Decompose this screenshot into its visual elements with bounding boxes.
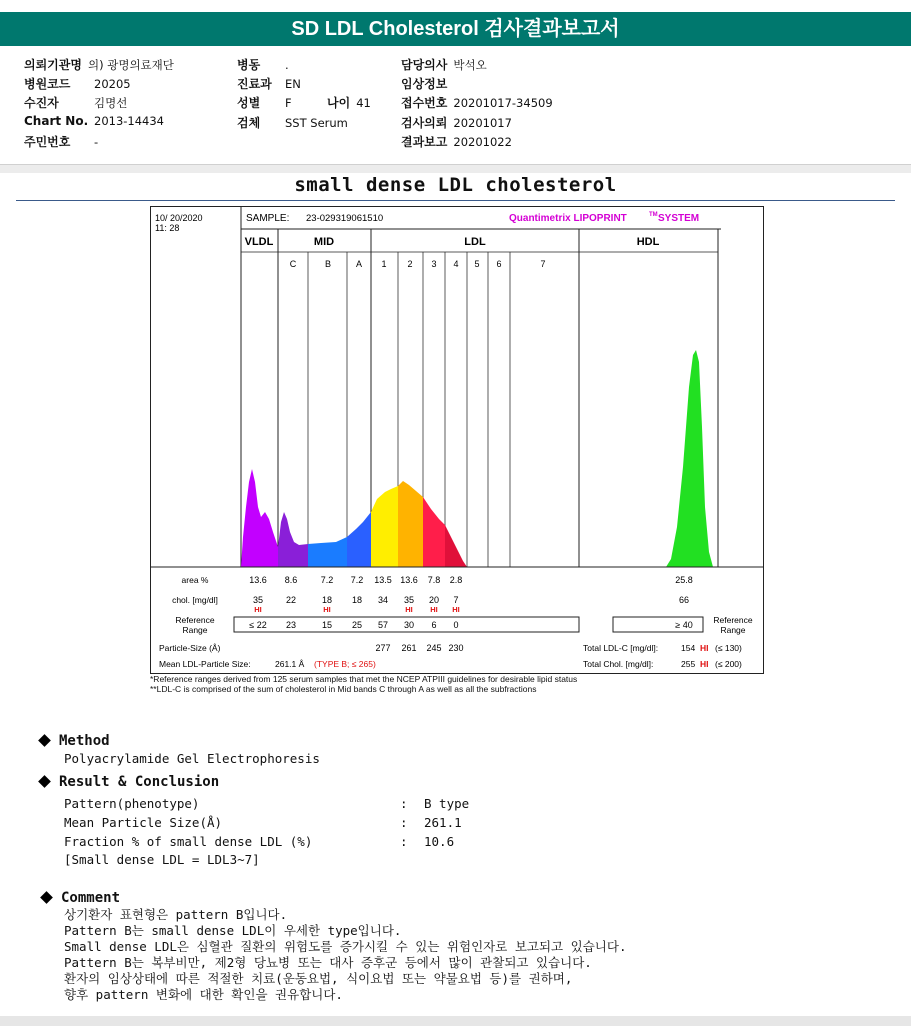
ref-hdl-value: ≥ 40 bbox=[675, 620, 693, 630]
age-value: 41 bbox=[356, 96, 371, 110]
chart-no-value: 2013-14434 bbox=[94, 114, 164, 128]
ref-value: 15 bbox=[321, 620, 333, 630]
ldl3-peak bbox=[423, 497, 445, 567]
mid-c-peak bbox=[278, 512, 308, 567]
total-chol-ref: (≤ 200) bbox=[715, 659, 742, 669]
hi-flag: HI bbox=[452, 605, 460, 614]
mid-a-peak bbox=[347, 512, 371, 567]
comment-line: 환자의 임상상태에 따른 적절한 치료(운동요법, 식이요법 또는 약물요법 등)를 권하며, bbox=[64, 971, 573, 986]
hi-flag: HI bbox=[254, 605, 262, 614]
particle-value: 277 bbox=[375, 643, 391, 653]
area-value: 13.5 bbox=[374, 575, 392, 585]
chart-no-row: Chart No. 2013-14434 bbox=[24, 114, 164, 128]
group-label: MID bbox=[313, 236, 335, 248]
area-value: 7.2 bbox=[320, 575, 334, 585]
hi-flag: HI bbox=[323, 605, 331, 614]
band-label: C bbox=[289, 259, 297, 269]
hospital-code-value: 20205 bbox=[94, 77, 131, 91]
area-value: 7.8 bbox=[427, 575, 441, 585]
footnote-1: *Reference ranges derived from 125 serum samples that met the NCEP ATPIII guidelines for desirable lipid status bbox=[150, 674, 578, 684]
area-value: 25.8 bbox=[675, 575, 693, 585]
report-date-value: 20201022 bbox=[453, 135, 512, 149]
band-label: A bbox=[355, 259, 363, 269]
brand-tail: SYSTEM bbox=[658, 213, 700, 224]
ref-value: 25 bbox=[351, 620, 363, 630]
request-row: 검사의뢰 20201017 bbox=[401, 116, 512, 130]
area-value: 13.6 bbox=[400, 575, 418, 585]
area-value: 13.6 bbox=[249, 575, 267, 585]
receipt-row: 접수번호 20201017-34509 bbox=[401, 96, 553, 110]
hdl-peak bbox=[666, 350, 713, 567]
ref-label-right-2: Range bbox=[720, 625, 746, 635]
total-ldl-value: 154 bbox=[681, 643, 696, 653]
page-bottom-band bbox=[0, 1016, 911, 1026]
ref-value: 6 bbox=[431, 620, 437, 630]
result-heading: Result & Conclusion bbox=[40, 771, 219, 790]
sex-value: F bbox=[285, 96, 292, 110]
vldl-peak bbox=[241, 469, 278, 567]
recipient-value: 김명선 bbox=[94, 96, 128, 110]
mean-label: Mean LDL-Particle Size: bbox=[159, 659, 251, 669]
date-label: 10/ 20/2020 bbox=[155, 213, 203, 223]
group-label: LDL bbox=[464, 236, 486, 248]
patient-info bbox=[0, 54, 911, 162]
total-ldl-ref: (≤ 130) bbox=[715, 643, 742, 653]
report-header-title: SD LDL Cholesterol 검사결과보고서 bbox=[0, 12, 911, 46]
mean-value: 261.1 Å bbox=[275, 659, 305, 669]
comment-line: 향후 pattern 변화에 대한 확인을 권유합니다. bbox=[64, 987, 343, 1002]
receipt-value: 20201017-34509 bbox=[453, 96, 553, 110]
sample-label: SAMPLE: bbox=[246, 213, 290, 224]
ward-row: 병동 . bbox=[237, 58, 289, 72]
chol-value: 35 bbox=[403, 595, 415, 605]
ldl2-peak bbox=[398, 481, 423, 567]
result-row: Mean Particle Size(Å) : 261.1 bbox=[64, 815, 462, 830]
particle-label: Particle-Size (Å) bbox=[159, 643, 221, 653]
resident-no-value: - bbox=[94, 135, 99, 149]
chol-value: 7 bbox=[453, 595, 459, 605]
ldl1-peak bbox=[371, 486, 398, 567]
total-chol-value: 255 bbox=[681, 659, 696, 669]
chol-value: 66 bbox=[678, 595, 690, 605]
band-label: 6 bbox=[496, 259, 502, 269]
band-label: 7 bbox=[540, 259, 546, 269]
comment-line: Small dense LDL은 심혈관 질환의 위험도를 증가시킬 수 있는 위험인자로 보고되고 있습니다. bbox=[64, 939, 627, 954]
comment-heading: Comment bbox=[42, 887, 120, 906]
particle-value: 261 bbox=[401, 643, 417, 653]
particle-value: 230 bbox=[448, 643, 464, 653]
ref-value: 57 bbox=[377, 620, 389, 630]
diamond-bullet-icon bbox=[40, 891, 53, 904]
result-note: [Small dense LDL = LDL3~7] bbox=[64, 852, 260, 867]
ref-label-2: Range bbox=[182, 625, 208, 635]
ref-value: ≤ 22 bbox=[249, 620, 267, 630]
mean-type: (TYPE B; ≤ 265) bbox=[314, 659, 376, 669]
comment-line: Pattern B는 small dense LDL이 우세한 type입니다. bbox=[64, 923, 402, 938]
chol-label: chol. [mg/dl] bbox=[172, 595, 218, 605]
comment-line: 상기환자 표현형은 pattern B입니다. bbox=[64, 907, 288, 922]
ref-label-1: Reference bbox=[175, 615, 215, 625]
hi-flag: HI bbox=[405, 605, 413, 614]
area-label: area % bbox=[181, 575, 209, 585]
band-label: 3 bbox=[431, 259, 437, 269]
diamond-bullet-icon bbox=[38, 775, 51, 788]
brand-sup: TM bbox=[649, 212, 658, 218]
request-value: 20201017 bbox=[453, 116, 512, 130]
recipient-row: 수진자 김명선 bbox=[24, 96, 128, 110]
area-value: 8.6 bbox=[284, 575, 298, 585]
title-underline bbox=[16, 200, 895, 201]
resident-no-row: 주민번호 - bbox=[24, 135, 99, 149]
institution-row: 의뢰기관명 의) 광명의료재단 bbox=[24, 58, 174, 72]
band-label: 2 bbox=[407, 259, 413, 269]
group-label: VLDL bbox=[244, 236, 274, 248]
lipoprint-svg bbox=[151, 207, 763, 673]
ldl4-peak bbox=[445, 525, 467, 567]
sex-row: 성별 F 나이 41 bbox=[237, 96, 371, 110]
sample-id: 23-029319061510 bbox=[306, 213, 384, 224]
footnote-2: **LDL-C is comprised of the sum of cholesterol in Mid bands C through A as well as all the subfractions bbox=[150, 684, 537, 694]
band-label: 4 bbox=[453, 259, 459, 269]
doctor-row: 담당의사 박석오 bbox=[401, 58, 487, 72]
specimen-row: 검체 SST Serum bbox=[237, 116, 348, 130]
report-date-row: 결과보고 20201022 bbox=[401, 135, 512, 149]
mid-b-peak bbox=[308, 537, 347, 567]
chol-value: 35 bbox=[252, 595, 264, 605]
result-row: Fraction % of small dense LDL (%) : 10.6 bbox=[64, 834, 455, 849]
chol-value: 34 bbox=[377, 595, 389, 605]
ref-value: 30 bbox=[403, 620, 415, 630]
method-text: Polyacrylamide Gel Electrophoresis bbox=[64, 751, 320, 766]
total-ldl-label: Total LDL-C [mg/dl]: bbox=[583, 643, 659, 653]
comment-line: Pattern B는 복부비만, 제2형 당뇨병 또는 대사 증후군 등에서 많이 관찰되고 있습니다. bbox=[64, 955, 592, 970]
ref-value: 0 bbox=[453, 620, 459, 630]
doctor-value: 박석오 bbox=[453, 58, 487, 72]
report-title: small dense LDL cholesterol bbox=[294, 174, 617, 196]
chol-value: 18 bbox=[351, 595, 363, 605]
ref-value: 23 bbox=[285, 620, 297, 630]
result-row: Pattern(phenotype) : B type bbox=[64, 796, 470, 811]
total-chol-label: Total Chol. [mg/dl]: bbox=[583, 659, 654, 669]
hospital-code-row: 병원코드 20205 bbox=[24, 77, 131, 91]
chol-value: 18 bbox=[321, 595, 333, 605]
time-label: 11: 28 bbox=[155, 223, 180, 233]
brand-label: Quantimetrix LIPOPRINT bbox=[509, 213, 627, 224]
band-label: 1 bbox=[381, 259, 387, 269]
specimen-value: SST Serum bbox=[285, 116, 348, 130]
ward-value: . bbox=[285, 58, 289, 72]
institution-value: 의) 광명의료재단 bbox=[87, 58, 174, 72]
area-value: 7.2 bbox=[350, 575, 364, 585]
group-label: HDL bbox=[636, 236, 660, 248]
chol-value: 20 bbox=[428, 595, 440, 605]
total-chol-flag: HI bbox=[700, 659, 709, 669]
band-label: 5 bbox=[474, 259, 480, 269]
chol-value: 22 bbox=[285, 595, 297, 605]
clinical-row: 임상정보 bbox=[401, 77, 448, 91]
section-divider bbox=[0, 164, 911, 173]
particle-value: 245 bbox=[426, 643, 442, 653]
hi-flag: HI bbox=[430, 605, 438, 614]
total-ldl-flag: HI bbox=[700, 643, 709, 653]
dept-row: 진료과 EN bbox=[237, 77, 301, 91]
dept-value: EN bbox=[285, 77, 301, 91]
diamond-bullet-icon bbox=[38, 734, 51, 747]
lipoprint-chart bbox=[150, 206, 764, 674]
band-label: B bbox=[324, 259, 332, 269]
area-value: 2.8 bbox=[449, 575, 463, 585]
method-heading: Method bbox=[40, 730, 110, 749]
ref-label-right-1: Reference bbox=[713, 615, 753, 625]
